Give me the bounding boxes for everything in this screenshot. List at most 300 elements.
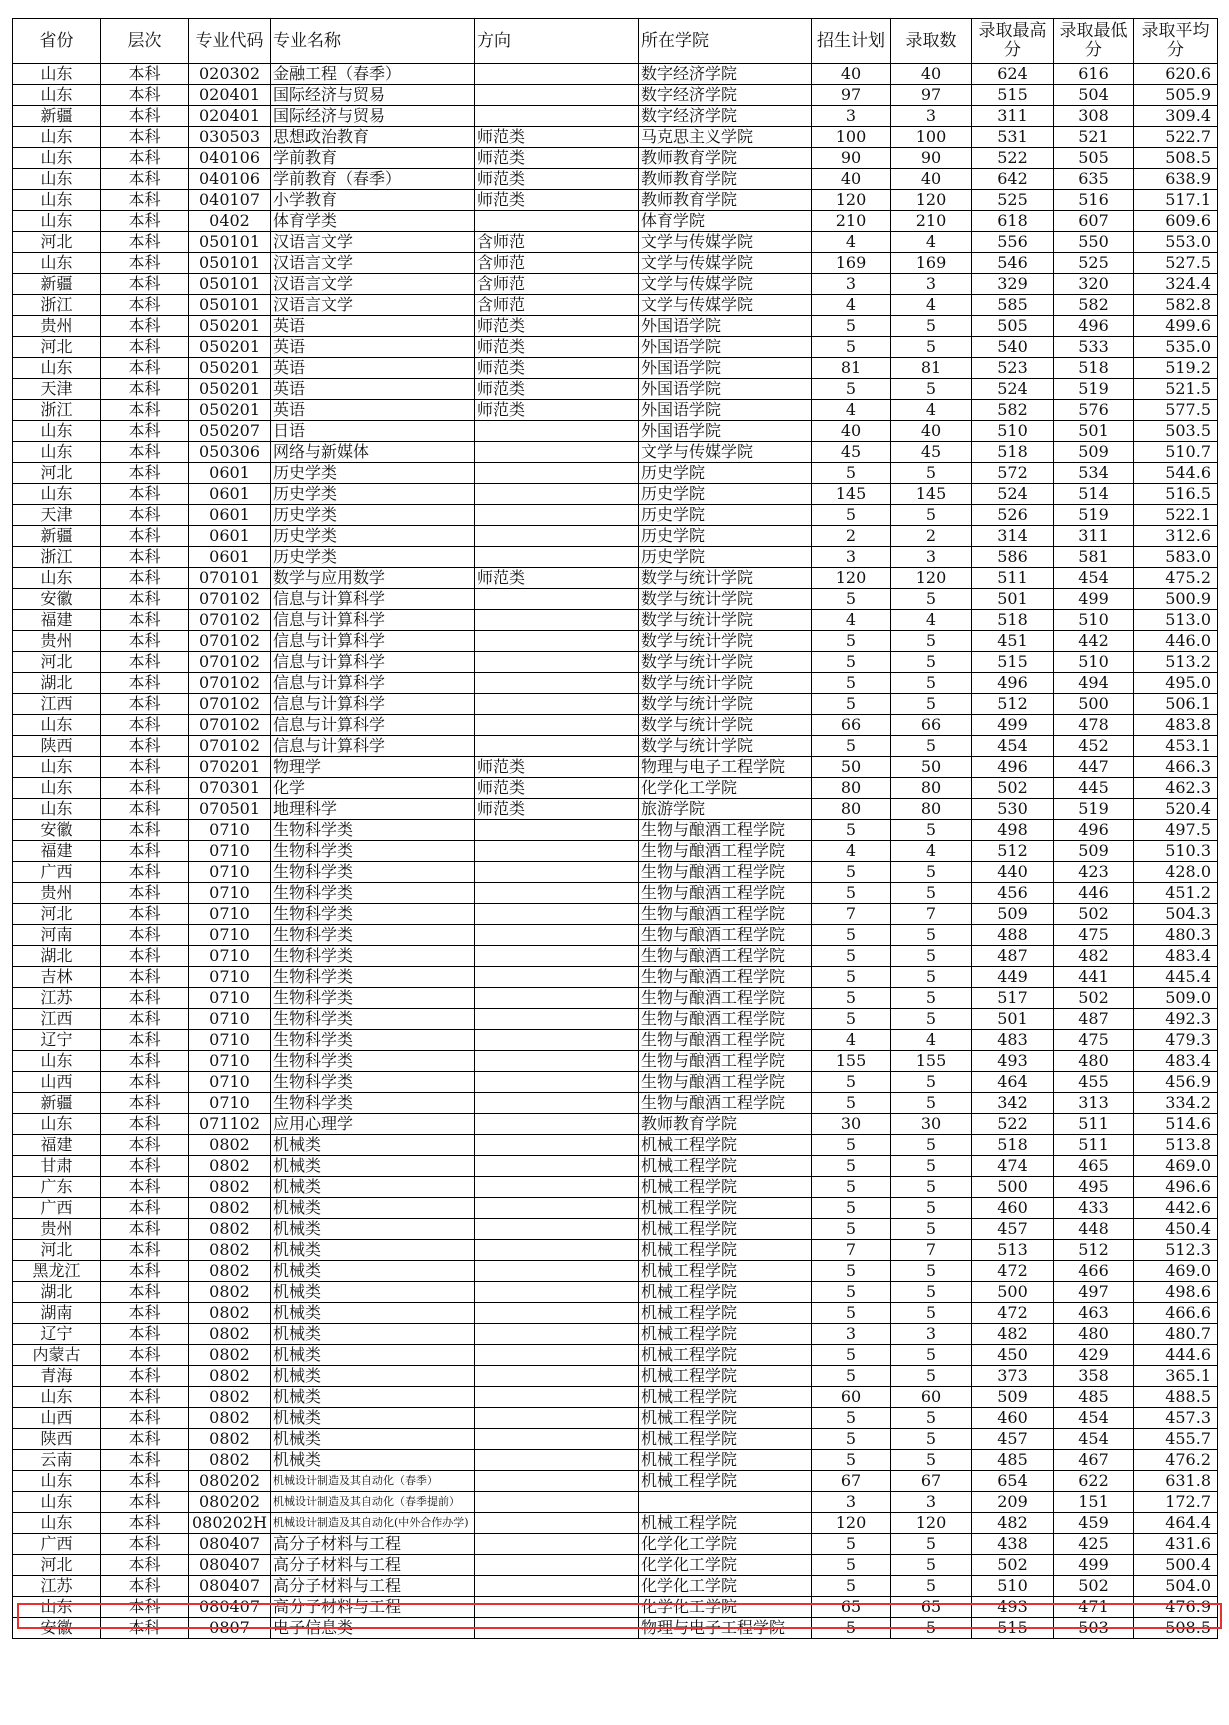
cell-direction	[475, 1492, 639, 1513]
table-row	[13, 841, 1218, 862]
cell-level: 本科	[101, 421, 189, 442]
cell-province: 辽宁	[13, 1324, 101, 1345]
cell-major-name: 生物科学类	[271, 1072, 475, 1093]
cell-max-score: 510	[972, 1576, 1054, 1597]
cell-admitted: 90	[891, 148, 972, 169]
cell-min-score: 550	[1054, 232, 1134, 253]
cell-major-code: 050101	[189, 232, 271, 253]
cell-direction	[475, 883, 639, 904]
cell-province: 新疆	[13, 1093, 101, 1114]
cell-major-code: 0802	[189, 1387, 271, 1408]
cell-direction: 含师范	[475, 253, 639, 274]
cell-max-score: 454	[972, 736, 1054, 757]
cell-province: 浙江	[13, 400, 101, 421]
cell-max-score: 440	[972, 862, 1054, 883]
cell-plan: 5	[812, 337, 891, 358]
table-row	[13, 715, 1218, 736]
cell-max-score: 517	[972, 988, 1054, 1009]
cell-min-score: 497	[1054, 1282, 1134, 1303]
cell-level: 本科	[101, 400, 189, 421]
cell-college: 外国语学院	[639, 379, 812, 400]
cell-min-score: 512	[1054, 1240, 1134, 1261]
cell-college: 生物与酿酒工程学院	[639, 967, 812, 988]
cell-province: 安徽	[13, 1618, 101, 1639]
cell-avg-score: 464.4	[1134, 1513, 1218, 1534]
cell-avg-score: 462.3	[1134, 778, 1218, 799]
cell-direction: 师范类	[475, 190, 639, 211]
cell-college: 机械工程学院	[639, 1366, 812, 1387]
cell-major-code: 080202	[189, 1471, 271, 1492]
cell-min-score: 447	[1054, 757, 1134, 778]
cell-direction	[475, 1450, 639, 1471]
cell-college: 机械工程学院	[639, 1240, 812, 1261]
cell-min-score: 500	[1054, 694, 1134, 715]
table-row	[13, 757, 1218, 778]
cell-major-name: 英语	[271, 358, 475, 379]
table-row	[13, 820, 1218, 841]
cell-college: 教师教育学院	[639, 190, 812, 211]
cell-max-score: 502	[972, 778, 1054, 799]
cell-level: 本科	[101, 1093, 189, 1114]
cell-college: 数学与统计学院	[639, 736, 812, 757]
cell-level: 本科	[101, 1135, 189, 1156]
cell-min-score: 151	[1054, 1492, 1134, 1513]
cell-direction: 师范类	[475, 778, 639, 799]
cell-max-score: 509	[972, 1387, 1054, 1408]
header-plan: 招生计划	[812, 19, 891, 64]
header-admitted: 录取数	[891, 19, 972, 64]
cell-max-score: 512	[972, 694, 1054, 715]
cell-major-code: 0601	[189, 526, 271, 547]
cell-major-code: 0710	[189, 988, 271, 1009]
table-row	[13, 778, 1218, 799]
cell-avg-score: 457.3	[1134, 1408, 1218, 1429]
cell-max-score: 472	[972, 1303, 1054, 1324]
table-row	[13, 421, 1218, 442]
cell-college: 历史学院	[639, 526, 812, 547]
cell-max-score: 585	[972, 295, 1054, 316]
cell-major-name: 机械类	[271, 1366, 475, 1387]
cell-major-name: 学前教育	[271, 148, 475, 169]
cell-major-name: 思想政治教育	[271, 127, 475, 148]
cell-min-score: 510	[1054, 652, 1134, 673]
cell-major-code: 0710	[189, 967, 271, 988]
cell-direction	[475, 1366, 639, 1387]
cell-direction	[475, 505, 639, 526]
cell-min-score: 445	[1054, 778, 1134, 799]
cell-max-score: 485	[972, 1450, 1054, 1471]
cell-level: 本科	[101, 1408, 189, 1429]
cell-major-code: 070102	[189, 736, 271, 757]
cell-max-score: 509	[972, 904, 1054, 925]
cell-level: 本科	[101, 1366, 189, 1387]
cell-max-score: 586	[972, 547, 1054, 568]
cell-province: 江西	[13, 694, 101, 715]
cell-province: 甘肃	[13, 1156, 101, 1177]
cell-level: 本科	[101, 127, 189, 148]
cell-admitted: 5	[891, 1555, 972, 1576]
cell-avg-score: 483.8	[1134, 715, 1218, 736]
cell-max-score: 513	[972, 1240, 1054, 1261]
cell-major-code: 0802	[189, 1198, 271, 1219]
table-row	[13, 547, 1218, 568]
cell-min-score: 607	[1054, 211, 1134, 232]
cell-major-code: 080407	[189, 1555, 271, 1576]
cell-avg-score: 582.8	[1134, 295, 1218, 316]
cell-plan: 81	[812, 358, 891, 379]
cell-max-score: 472	[972, 1261, 1054, 1282]
cell-min-score: 499	[1054, 1555, 1134, 1576]
cell-max-score: 522	[972, 1114, 1054, 1135]
cell-max-score: 474	[972, 1156, 1054, 1177]
table-row	[13, 337, 1218, 358]
admission-score-table-sheet	[12, 18, 1217, 1639]
cell-avg-score: 479.3	[1134, 1030, 1218, 1051]
cell-major-name: 机械类	[271, 1198, 475, 1219]
cell-major-name: 信息与计算科学	[271, 673, 475, 694]
cell-admitted: 40	[891, 169, 972, 190]
cell-admitted: 5	[891, 1408, 972, 1429]
table-row	[13, 1072, 1218, 1093]
cell-province: 新疆	[13, 526, 101, 547]
cell-college: 文学与传媒学院	[639, 274, 812, 295]
header-province: 省份	[13, 19, 101, 64]
cell-avg-score: 456.9	[1134, 1072, 1218, 1093]
cell-college: 机械工程学院	[639, 1513, 812, 1534]
cell-min-score: 471	[1054, 1597, 1134, 1618]
cell-admitted: 5	[891, 1282, 972, 1303]
cell-avg-score: 466.6	[1134, 1303, 1218, 1324]
cell-admitted: 60	[891, 1387, 972, 1408]
cell-direction	[475, 1135, 639, 1156]
cell-max-score: 482	[972, 1324, 1054, 1345]
cell-level: 本科	[101, 967, 189, 988]
cell-max-score: 524	[972, 379, 1054, 400]
cell-province: 福建	[13, 1135, 101, 1156]
cell-admitted: 5	[891, 1093, 972, 1114]
cell-avg-score: 504.3	[1134, 904, 1218, 925]
cell-avg-score: 517.1	[1134, 190, 1218, 211]
cell-avg-score: 577.5	[1134, 400, 1218, 421]
cell-province: 河北	[13, 1555, 101, 1576]
cell-province: 贵州	[13, 316, 101, 337]
cell-direction	[475, 1219, 639, 1240]
cell-admitted: 5	[891, 1450, 972, 1471]
cell-plan: 4	[812, 232, 891, 253]
cell-major-name: 物理学	[271, 757, 475, 778]
cell-major-name: 机械类	[271, 1282, 475, 1303]
cell-plan: 5	[812, 463, 891, 484]
cell-college: 文学与传媒学院	[639, 442, 812, 463]
cell-level: 本科	[101, 484, 189, 505]
cell-direction	[475, 211, 639, 232]
cell-direction	[475, 1261, 639, 1282]
cell-province: 浙江	[13, 295, 101, 316]
cell-college: 生物与酿酒工程学院	[639, 1009, 812, 1030]
cell-plan: 4	[812, 295, 891, 316]
table-row	[13, 190, 1218, 211]
cell-admitted: 145	[891, 484, 972, 505]
cell-province: 陕西	[13, 1429, 101, 1450]
cell-avg-score: 499.6	[1134, 316, 1218, 337]
cell-avg-score: 500.4	[1134, 1555, 1218, 1576]
cell-plan: 5	[812, 1450, 891, 1471]
cell-major-code: 040106	[189, 169, 271, 190]
cell-province: 内蒙古	[13, 1345, 101, 1366]
cell-max-score: 530	[972, 799, 1054, 820]
cell-max-score: 460	[972, 1408, 1054, 1429]
cell-avg-score: 638.9	[1134, 169, 1218, 190]
cell-min-score: 533	[1054, 337, 1134, 358]
cell-level: 本科	[101, 1450, 189, 1471]
cell-avg-score: 553.0	[1134, 232, 1218, 253]
cell-min-score: 425	[1054, 1534, 1134, 1555]
cell-college: 教师教育学院	[639, 169, 812, 190]
cell-avg-score: 172.7	[1134, 1492, 1218, 1513]
cell-plan: 5	[812, 1618, 891, 1639]
cell-major-name: 地理科学	[271, 799, 475, 820]
table-row	[13, 1261, 1218, 1282]
cell-level: 本科	[101, 1597, 189, 1618]
cell-major-code: 070102	[189, 610, 271, 631]
cell-admitted: 3	[891, 1324, 972, 1345]
table-row	[13, 1387, 1218, 1408]
cell-admitted: 5	[891, 1618, 972, 1639]
cell-province: 陕西	[13, 736, 101, 757]
cell-direction	[475, 463, 639, 484]
cell-college: 机械工程学院	[639, 1177, 812, 1198]
cell-min-score: 452	[1054, 736, 1134, 757]
cell-plan: 7	[812, 904, 891, 925]
cell-major-name: 历史学类	[271, 526, 475, 547]
cell-level: 本科	[101, 631, 189, 652]
cell-direction	[475, 85, 639, 106]
cell-admitted: 5	[891, 505, 972, 526]
cell-major-name: 机械设计制造及其自动化（春季）	[271, 1471, 475, 1492]
cell-college: 教师教育学院	[639, 148, 812, 169]
cell-direction	[475, 1240, 639, 1261]
cell-college: 旅游学院	[639, 799, 812, 820]
cell-level: 本科	[101, 1009, 189, 1030]
cell-admitted: 5	[891, 1177, 972, 1198]
cell-min-score: 448	[1054, 1219, 1134, 1240]
cell-major-code: 0601	[189, 547, 271, 568]
cell-college: 机械工程学院	[639, 1198, 812, 1219]
table-row	[13, 358, 1218, 379]
cell-province: 河北	[13, 463, 101, 484]
cell-max-score: 209	[972, 1492, 1054, 1513]
cell-level: 本科	[101, 547, 189, 568]
cell-level: 本科	[101, 1072, 189, 1093]
cell-admitted: 7	[891, 1240, 972, 1261]
cell-plan: 5	[812, 505, 891, 526]
cell-min-score: 514	[1054, 484, 1134, 505]
cell-major-name: 机械类	[271, 1324, 475, 1345]
cell-plan: 5	[812, 820, 891, 841]
cell-admitted: 5	[891, 883, 972, 904]
cell-min-score: 502	[1054, 988, 1134, 1009]
cell-max-score: 522	[972, 148, 1054, 169]
cell-avg-score: 519.2	[1134, 358, 1218, 379]
cell-level: 本科	[101, 925, 189, 946]
cell-admitted: 3	[891, 547, 972, 568]
cell-max-score: 482	[972, 1513, 1054, 1534]
cell-college: 机械工程学院	[639, 1345, 812, 1366]
cell-admitted: 7	[891, 904, 972, 925]
cell-max-score: 642	[972, 169, 1054, 190]
cell-major-code: 050201	[189, 337, 271, 358]
cell-level: 本科	[101, 274, 189, 295]
cell-major-name: 历史学类	[271, 463, 475, 484]
cell-province: 贵州	[13, 883, 101, 904]
cell-major-name: 学前教育（春季）	[271, 169, 475, 190]
table-row	[13, 652, 1218, 673]
cell-direction	[475, 64, 639, 85]
cell-college: 化学化工学院	[639, 1555, 812, 1576]
cell-major-code: 0802	[189, 1219, 271, 1240]
cell-major-name: 历史学类	[271, 547, 475, 568]
cell-major-code: 020401	[189, 106, 271, 127]
cell-avg-score: 508.5	[1134, 1618, 1218, 1639]
cell-college: 外国语学院	[639, 358, 812, 379]
table-row	[13, 631, 1218, 652]
cell-avg-score: 453.1	[1134, 736, 1218, 757]
cell-avg-score: 497.5	[1134, 820, 1218, 841]
cell-province: 山东	[13, 778, 101, 799]
cell-avg-score: 476.2	[1134, 1450, 1218, 1471]
cell-admitted: 80	[891, 799, 972, 820]
cell-direction	[475, 1408, 639, 1429]
cell-major-name: 高分子材料与工程	[271, 1597, 475, 1618]
cell-min-score: 465	[1054, 1156, 1134, 1177]
cell-admitted: 5	[891, 1009, 972, 1030]
cell-plan: 3	[812, 547, 891, 568]
cell-direction	[475, 988, 639, 1009]
cell-major-code: 0601	[189, 463, 271, 484]
cell-plan: 4	[812, 1030, 891, 1051]
cell-min-score: 454	[1054, 1429, 1134, 1450]
cell-max-score: 511	[972, 568, 1054, 589]
cell-province: 广东	[13, 1177, 101, 1198]
cell-level: 本科	[101, 946, 189, 967]
cell-admitted: 5	[891, 1534, 972, 1555]
cell-province: 山东	[13, 1114, 101, 1135]
table-row	[13, 799, 1218, 820]
cell-province: 江西	[13, 1009, 101, 1030]
cell-major-code: 0710	[189, 1093, 271, 1114]
cell-province: 山东	[13, 1513, 101, 1534]
cell-avg-score: 444.6	[1134, 1345, 1218, 1366]
cell-level: 本科	[101, 1240, 189, 1261]
cell-plan: 5	[812, 862, 891, 883]
cell-min-score: 478	[1054, 715, 1134, 736]
cell-major-name: 生物科学类	[271, 841, 475, 862]
cell-major-code: 0710	[189, 925, 271, 946]
table-row	[13, 463, 1218, 484]
cell-major-code: 0601	[189, 505, 271, 526]
cell-level: 本科	[101, 1555, 189, 1576]
cell-avg-score: 324.4	[1134, 274, 1218, 295]
cell-admitted: 5	[891, 1345, 972, 1366]
cell-plan: 5	[812, 316, 891, 337]
cell-plan: 40	[812, 64, 891, 85]
cell-plan: 3	[812, 1492, 891, 1513]
cell-province: 山东	[13, 484, 101, 505]
cell-province: 山西	[13, 1072, 101, 1093]
cell-plan: 155	[812, 1051, 891, 1072]
cell-avg-score: 513.2	[1134, 652, 1218, 673]
cell-admitted: 66	[891, 715, 972, 736]
cell-major-name: 机械类	[271, 1450, 475, 1471]
cell-admitted: 50	[891, 757, 972, 778]
table-row	[13, 1429, 1218, 1450]
cell-max-score: 438	[972, 1534, 1054, 1555]
cell-max-score: 515	[972, 652, 1054, 673]
cell-major-code: 080407	[189, 1576, 271, 1597]
cell-college: 数学与统计学院	[639, 568, 812, 589]
cell-plan: 5	[812, 736, 891, 757]
table-row	[13, 400, 1218, 421]
cell-plan: 5	[812, 1219, 891, 1240]
cell-admitted: 5	[891, 1219, 972, 1240]
cell-max-score: 518	[972, 1135, 1054, 1156]
cell-plan: 5	[812, 1261, 891, 1282]
cell-min-score: 467	[1054, 1450, 1134, 1471]
cell-direction	[475, 1555, 639, 1576]
cell-major-code: 080407	[189, 1534, 271, 1555]
cell-level: 本科	[101, 190, 189, 211]
cell-province: 河北	[13, 337, 101, 358]
cell-major-name: 机械类	[271, 1156, 475, 1177]
cell-max-score: 456	[972, 883, 1054, 904]
cell-level: 本科	[101, 1324, 189, 1345]
cell-major-code: 0802	[189, 1450, 271, 1471]
cell-major-code: 0710	[189, 1051, 271, 1072]
cell-max-score: 329	[972, 274, 1054, 295]
cell-plan: 5	[812, 652, 891, 673]
cell-direction	[475, 841, 639, 862]
cell-major-code: 0802	[189, 1240, 271, 1261]
cell-province: 山东	[13, 127, 101, 148]
cell-level: 本科	[101, 1492, 189, 1513]
cell-min-score: 519	[1054, 799, 1134, 820]
cell-major-name: 信息与计算科学	[271, 610, 475, 631]
cell-plan: 2	[812, 526, 891, 547]
cell-max-score: 450	[972, 1345, 1054, 1366]
cell-min-score: 519	[1054, 379, 1134, 400]
table-row	[13, 64, 1218, 85]
cell-admitted: 5	[891, 1576, 972, 1597]
cell-major-code: 0802	[189, 1177, 271, 1198]
cell-plan: 67	[812, 1471, 891, 1492]
cell-avg-score: 466.3	[1134, 757, 1218, 778]
cell-plan: 5	[812, 1009, 891, 1030]
cell-major-code: 0710	[189, 904, 271, 925]
cell-level: 本科	[101, 1030, 189, 1051]
cell-level: 本科	[101, 337, 189, 358]
cell-admitted: 169	[891, 253, 972, 274]
table-row	[13, 1303, 1218, 1324]
cell-avg-score: 510.7	[1134, 442, 1218, 463]
cell-min-score: 505	[1054, 148, 1134, 169]
cell-direction	[475, 547, 639, 568]
table-row	[13, 1408, 1218, 1429]
cell-max-score: 501	[972, 589, 1054, 610]
cell-level: 本科	[101, 211, 189, 232]
cell-direction: 师范类	[475, 358, 639, 379]
cell-min-score: 502	[1054, 904, 1134, 925]
table-row	[13, 232, 1218, 253]
